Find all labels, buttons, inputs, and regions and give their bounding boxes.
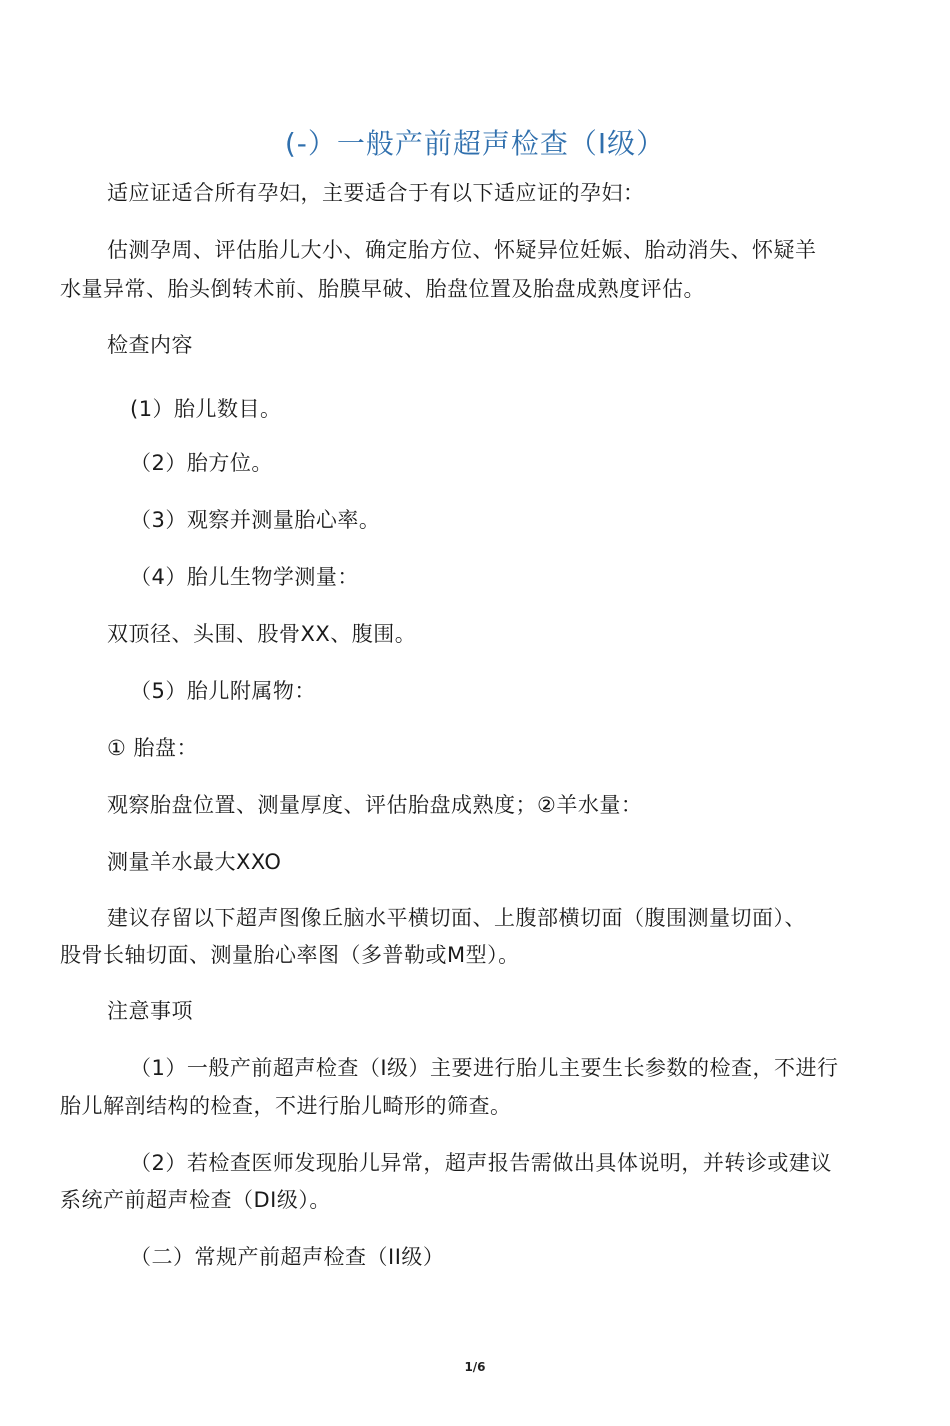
storage-line-2: 股骨长轴切面、测量胎心率图（多普勒或M型）。 bbox=[60, 943, 520, 967]
item-1: (1）胎儿数目。 bbox=[130, 397, 282, 421]
section-title: (-）一般产前超声检查（I级） bbox=[284, 127, 666, 160]
note-1-line-1: （1）一般产前超声检查（I级）主要进行胎儿主要生长参数的检查，不进行 bbox=[130, 1056, 839, 1080]
note-2-line-1: （2）若检查医师发现胎儿异常，超声报告需做出具体说明，并转诊或建议 bbox=[130, 1151, 832, 1175]
notes-heading: 注意事项 bbox=[107, 999, 193, 1023]
indications-line-1: 估测孕周、评估胎儿大小、确定胎方位、怀疑异位妊娠、胎动消失、怀疑羊 bbox=[107, 238, 817, 262]
note-1-line-2: 胎儿解剖结构的检查，不进行胎儿畸形的筛查。 bbox=[60, 1094, 512, 1118]
content-heading: 检查内容 bbox=[107, 333, 193, 357]
item-2: （2）胎方位。 bbox=[130, 451, 273, 475]
item-5-placenta: ① 胎盘： bbox=[107, 736, 199, 760]
storage-line-1: 建议存留以下超声图像丘脑水平横切面、上腹部横切面（腹围测量切面）、 bbox=[107, 906, 806, 930]
item-5-placenta-detail: 观察胎盘位置、测量厚度、评估胎盘成熟度；②羊水量： bbox=[107, 793, 643, 817]
item-4-detail: 双顶径、头围、股骨XX、腹围。 bbox=[107, 622, 417, 646]
item-5-amniotic-detail: 测量羊水最大XXO bbox=[107, 850, 282, 874]
item-4: （4）胎儿生物学测量： bbox=[130, 565, 359, 589]
next-section-heading: （二）常规产前超声检查（II级） bbox=[130, 1245, 445, 1269]
item-5: （5）胎儿附属物： bbox=[130, 679, 316, 703]
note-2-line-2: 系统产前超声检查（DI级）。 bbox=[60, 1188, 331, 1212]
page-number: 1/6 bbox=[464, 1360, 486, 1374]
intro-text: 适应证适合所有孕妇，主要适合于有以下适应证的孕妇： bbox=[107, 181, 645, 205]
item-3: （3）观察并测量胎心率。 bbox=[130, 508, 381, 532]
indications-line-2: 水量异常、胎头倒转术前、胎膜早破、胎盘位置及胎盘成熟度评估。 bbox=[60, 277, 705, 301]
